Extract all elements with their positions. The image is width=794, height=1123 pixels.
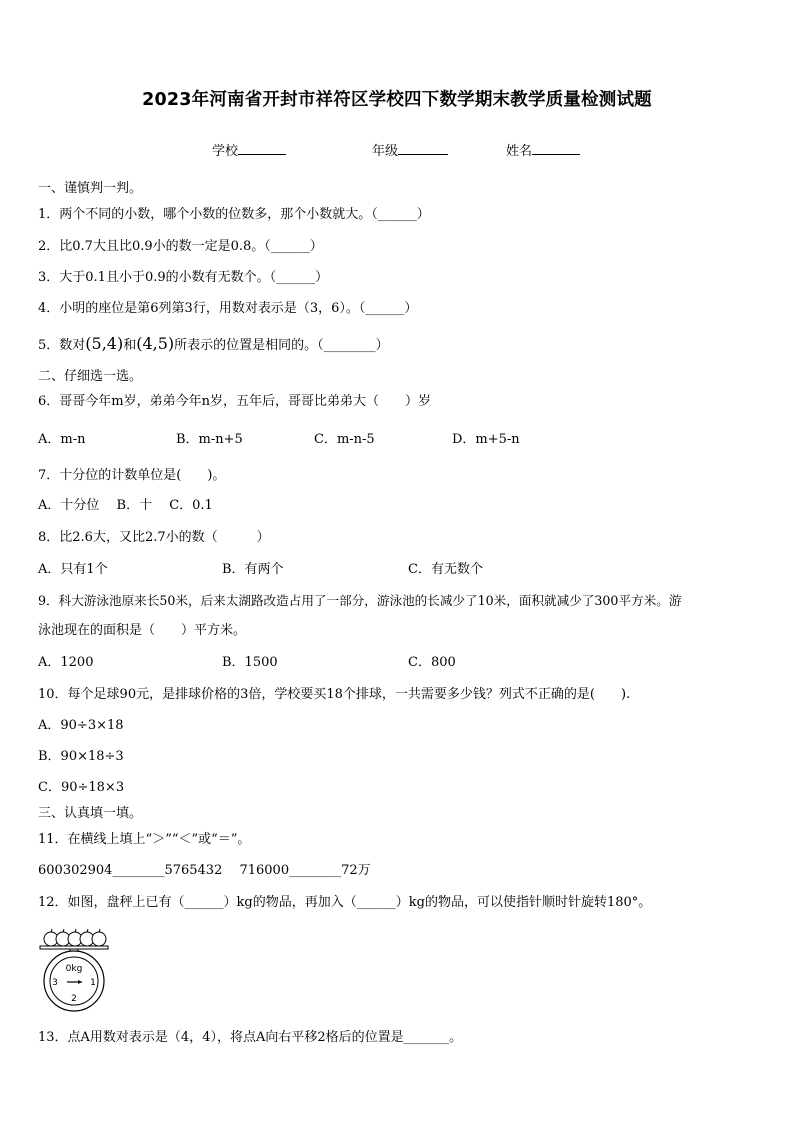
dial-label-bottom: 2 — [71, 994, 77, 1004]
question-2: 2．比0.7大且比0.9小的数一定是0.8。（______） — [38, 239, 323, 254]
section-heading-3: 三、认真填一填。 — [38, 806, 143, 821]
q5-coord-1: (5,4) — [85, 334, 124, 353]
school-label: 学校 — [212, 144, 239, 159]
question-1: 1．两个不同的小数，哪个小数的位数多，那个小数就大。（______） — [38, 207, 430, 222]
q5-mid: 和 — [123, 338, 137, 353]
apple-5 — [92, 932, 106, 946]
name-blank[interactable] — [532, 142, 580, 155]
scale-figure — [36, 925, 112, 1015]
section-heading-1: 一、谨慎判一判。 — [38, 181, 143, 196]
school-field — [212, 140, 286, 159]
dial-label-right: 1 — [90, 978, 96, 988]
question-9-line-2: 泳池现在的面积是（ ）平方米。 — [38, 623, 247, 638]
question-11-expressions: 600302904________5765432 716000________72万 — [38, 863, 371, 878]
question-11: 11．在横线上填上“＞”“＜”或“＝”。 — [38, 832, 251, 847]
question-8: 8．比2.6大，又比2.7小的数（ ） — [38, 530, 270, 545]
q6-option-b[interactable]: B．m-n+5 — [176, 432, 243, 447]
q6-option-c[interactable]: C．m-n-5 — [314, 432, 375, 447]
page-title: 2023年河南省开封市祥符区学校四下数学期末教学质量检测试题 — [142, 90, 652, 110]
apples — [44, 929, 106, 946]
scale-drawing — [36, 925, 112, 1015]
grade-field — [372, 140, 448, 159]
name-field — [506, 140, 580, 159]
q5-prefix: 5．数对 — [38, 338, 86, 353]
q5-suffix: 所表示的位置是相同的。（________） — [174, 338, 389, 353]
question-7: 7．十分位的计数单位是( )。 — [38, 468, 226, 483]
name-label: 姓名 — [506, 144, 533, 159]
q10-option-b[interactable]: B．90×18÷3 — [38, 749, 124, 764]
grade-blank[interactable] — [398, 142, 448, 155]
question-9-line-1: 9．科大游泳池原来长50米，后来太湖路改造占用了一部分，游泳池的长减少了10米，面积就减少了300平方米。游 — [38, 593, 682, 608]
q9-option-b[interactable]: B．1500 — [222, 655, 278, 670]
q9-option-c[interactable]: C．800 — [408, 655, 456, 670]
q6-option-a[interactable]: A．m-n — [38, 432, 86, 447]
question-3: 3．大于0.1且小于0.9的小数有无数个。（______） — [38, 270, 329, 285]
q7-options[interactable]: A．十分位 B．十 C．0.1 — [38, 498, 213, 513]
q8-option-b[interactable]: B．有两个 — [222, 562, 284, 577]
question-12: 12．如图，盘秤上已有（______）kg的物品，再加入（______）kg的物品，可以使指针顺时针旋转180°。 — [38, 895, 652, 910]
section-heading-2: 二、仔细选一选。 — [38, 369, 143, 384]
q8-option-a[interactable]: A．只有1个 — [38, 562, 108, 577]
dial-label-zero: 0kg — [65, 964, 83, 974]
school-blank[interactable] — [238, 142, 286, 155]
q6-option-d[interactable]: D．m+5-n — [452, 432, 520, 447]
dial-label-left: 3 — [52, 978, 58, 988]
q5-coord-2: (4,5) — [136, 334, 175, 353]
question-4: 4．小明的座位是第6列第3行，用数对表示是（3，6）。（______） — [38, 301, 418, 316]
question-10: 10．每个足球90元，是排球价格的3倍，学校要买18个排球，一共需要多少钱？列式不正确的是( ). — [38, 687, 631, 702]
q10-option-a[interactable]: A．90÷3×18 — [38, 718, 124, 733]
q10-option-c[interactable]: C．90÷18×3 — [38, 780, 125, 795]
q8-option-c[interactable]: C．有无数个 — [408, 562, 483, 577]
q9-option-a[interactable]: A．1200 — [38, 655, 94, 670]
grade-label: 年级 — [372, 144, 399, 159]
question-6: 6．哥哥今年m岁，弟弟今年n岁，五年后，哥哥比弟弟大（ ）岁 — [38, 394, 431, 409]
question-13: 13．点A用数对表示是（4，4），将点A向右平移2格后的位置是_______。 — [38, 1030, 463, 1045]
question-5 — [38, 335, 389, 355]
